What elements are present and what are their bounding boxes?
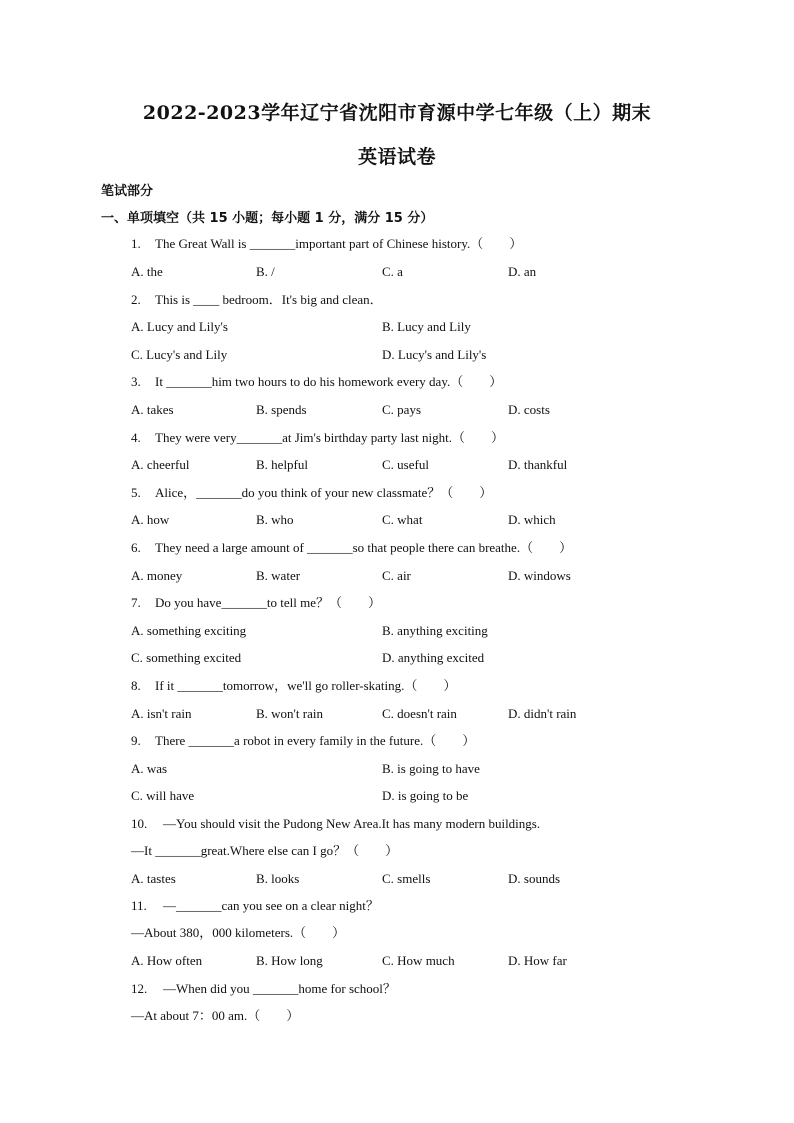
option: B. spends <box>256 402 307 417</box>
option: A. tastes <box>131 871 176 886</box>
part-label: 笔试部分 <box>101 184 154 199</box>
question-3 <box>131 374 502 390</box>
option: A. Lucy and Lily's <box>131 319 228 334</box>
option: A. cheerful <box>131 457 190 472</box>
question-number: 10. <box>131 816 148 831</box>
option: B. helpful <box>256 457 308 472</box>
option: B. water <box>256 568 301 583</box>
question-number: 6. <box>131 540 141 555</box>
option: C. will have <box>131 788 195 803</box>
question-7 <box>131 595 381 611</box>
question-5 <box>131 485 492 501</box>
question-number: 12. <box>131 981 148 996</box>
option: D. thankful <box>508 457 568 472</box>
option: B. Lucy and Lily <box>382 319 471 334</box>
option: B. anything exciting <box>382 623 488 638</box>
question-8 <box>131 678 456 694</box>
option: B. looks <box>256 871 300 886</box>
option: D. Lucy's and Lily's <box>382 347 487 362</box>
question-number: 2. <box>131 292 141 307</box>
question-text: —When did you _______home for school？ <box>163 981 396 996</box>
question-10 <box>131 816 540 832</box>
question-9 <box>131 733 475 749</box>
question-number: 4. <box>131 430 141 445</box>
option: C. doesn't rain <box>382 706 457 721</box>
option: C. what <box>382 512 423 527</box>
question-text: Do you have_______to tell me？（ ） <box>155 595 382 610</box>
option: D. which <box>508 512 556 527</box>
option: B. won't rain <box>256 706 323 721</box>
option: D. anything excited <box>382 650 485 665</box>
question-number: 1. <box>131 236 141 251</box>
question-text: This is ____ bedroom．It's big and clean． <box>155 292 383 307</box>
section-heading: 一、单项填空（共 15 小题；每小题 1 分，满分 15 分） <box>101 211 434 226</box>
option: C. useful <box>382 457 429 472</box>
option: A. takes <box>131 402 174 417</box>
question-text: There _______a robot in every family in the future.（ ） <box>155 733 476 748</box>
option: C. a <box>382 264 403 279</box>
question-12 <box>131 981 396 997</box>
option: A. the <box>131 264 163 279</box>
option: C. pays <box>382 402 421 417</box>
option: B. who <box>256 512 294 527</box>
question-number: 11. <box>131 898 147 913</box>
question-response: —It _______great.Where else can I go？（ ） <box>131 843 399 858</box>
option: A. something exciting <box>131 623 247 638</box>
option: B. is going to have <box>382 761 480 776</box>
question-text: —_______can you see on a clear night？ <box>163 898 379 913</box>
question-1 <box>131 236 522 252</box>
option: C. something excited <box>131 650 242 665</box>
question-number: 5. <box>131 485 141 500</box>
question-text: The Great Wall is _______important part of Chinese history.（ ） <box>155 236 523 251</box>
option: B. How long <box>256 953 323 968</box>
question-response: —At about 7：00 am.（ ） <box>131 1008 300 1023</box>
option: C. How much <box>382 953 455 968</box>
question-response: —About 380，000 kilometers.（ ） <box>131 925 346 940</box>
question-11 <box>131 898 379 914</box>
question-text: If it _______tomorrow，we'll go roller-skating.（ ） <box>155 678 457 693</box>
option: A. money <box>131 568 183 583</box>
option: D. didn't rain <box>508 706 577 721</box>
option: D. an <box>508 264 537 279</box>
question-4 <box>131 430 504 446</box>
option: C. air <box>382 568 411 583</box>
option: C. smells <box>382 871 431 886</box>
question-text: Alice，_______do you think of your new classmate？（ ） <box>155 485 493 500</box>
question-text: —You should visit the Pudong New Area.It has many modern buildings. <box>163 816 541 831</box>
question-2 <box>131 292 383 308</box>
exam-subtitle: 英语试卷 <box>357 146 436 168</box>
option: D. costs <box>508 402 550 417</box>
question-text: They need a large amount of _______so that people there can breathe.（ ） <box>155 540 573 555</box>
exam-title: 2022-2023学年辽宁省沈阳市育源中学七年级（上）期末 <box>142 102 652 124</box>
option: A. How often <box>131 953 203 968</box>
option: D. windows <box>508 568 571 583</box>
question-number: 3. <box>131 374 141 389</box>
option: D. How far <box>508 953 567 968</box>
question-text: They were very_______at Jim's birthday party last night.（ ） <box>155 430 504 445</box>
question-number: 9. <box>131 733 141 748</box>
question-text: It _______him two hours to do his homework every day.（ ） <box>155 374 503 389</box>
option: D. is going to be <box>382 788 469 803</box>
question-number: 7. <box>131 595 141 610</box>
question-number: 8. <box>131 678 141 693</box>
option: A. how <box>131 512 170 527</box>
option: B. / <box>256 264 275 279</box>
option: A. was <box>131 761 168 776</box>
option: D. sounds <box>508 871 561 886</box>
question-6 <box>131 540 572 556</box>
option: A. isn't rain <box>131 706 192 721</box>
option: C. Lucy's and Lily <box>131 347 228 362</box>
